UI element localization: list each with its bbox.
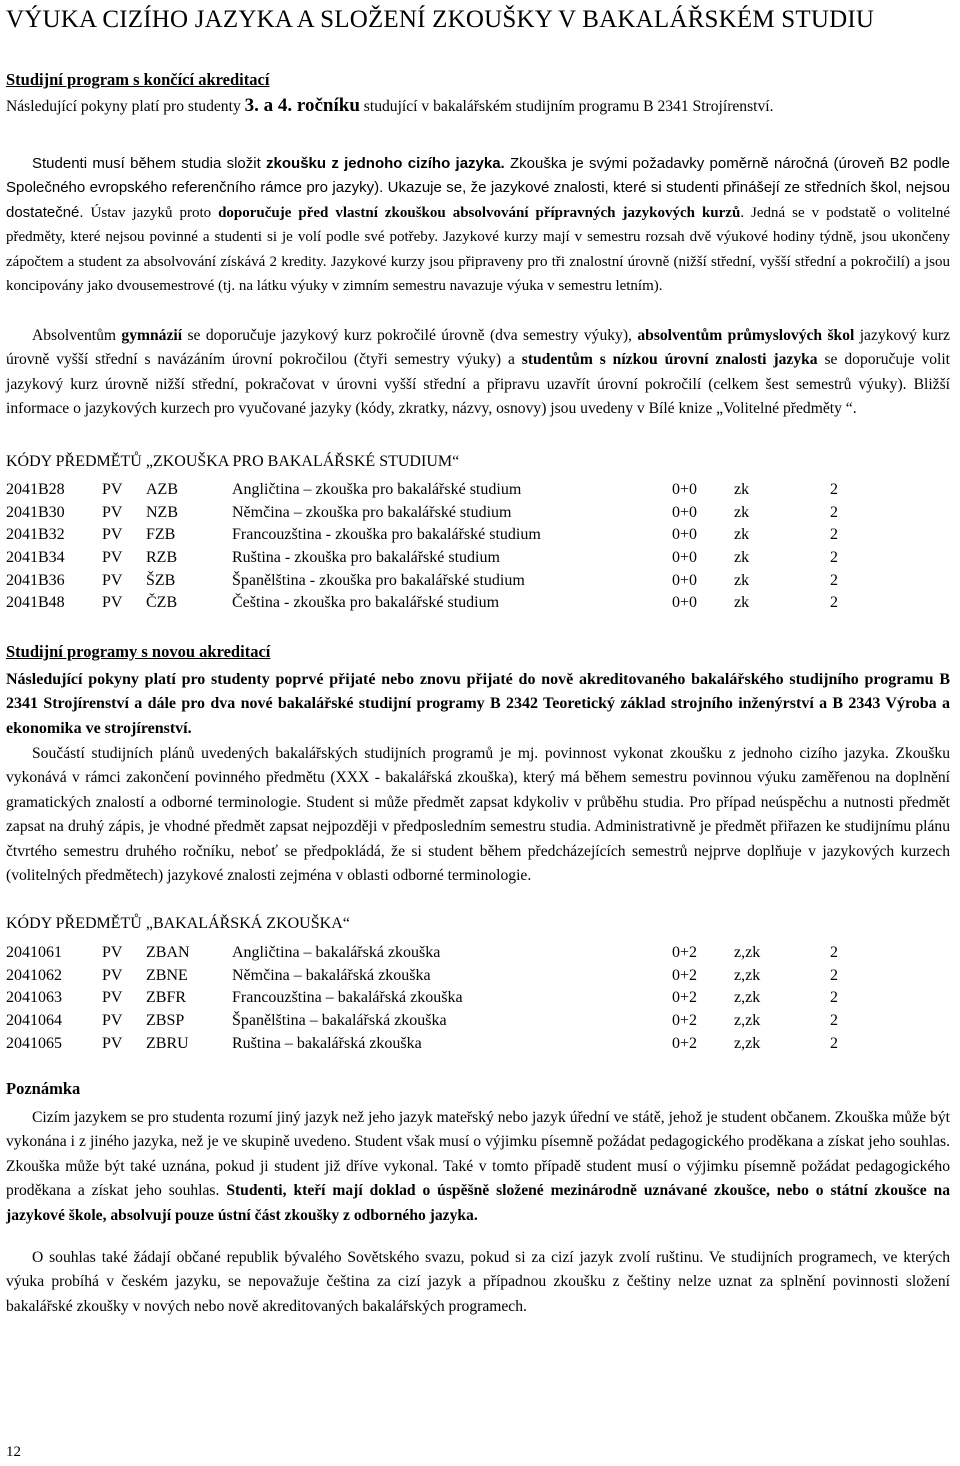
course-hours: 0+0 <box>672 571 698 589</box>
course-type: PV <box>102 526 123 544</box>
course-type: PV <box>102 1012 123 1030</box>
course-hours: 0+2 <box>672 989 698 1007</box>
course-row <box>6 965 850 988</box>
course-name: Němčina – bakalářská zkouška <box>232 966 431 984</box>
course-hours: 0+0 <box>672 503 698 521</box>
course-credits: 2 <box>830 944 838 962</box>
course-end: zk <box>734 503 750 521</box>
p1-bold-recommend: doporučuje před vlastní zkouškou absolvování přípravných jazykových kurzů <box>218 204 741 221</box>
course-hours: 0+2 <box>672 1034 698 1052</box>
note-p1-bold: Studenti, kteří mají doklad o úspěšně složené mezinárodně uznávané zkoušce, nebo o státní zkoušce na jazykové škole, absolvují pouze ústní část zkoušky z odborného jazyka. <box>6 1182 950 1224</box>
course-name: Ruština – bakalářská zkouška <box>232 1034 422 1052</box>
course-type: PV <box>102 989 123 1007</box>
course-credits: 2 <box>830 526 838 544</box>
course-row <box>6 942 850 965</box>
intro-years: 3. a 4. ročníku <box>244 95 360 116</box>
course-code: 2041063 <box>6 989 62 1007</box>
course-code: 2041064 <box>6 1012 62 1030</box>
p1-text-4: . Jedná se v podstatě o volitelné předměty, které nejsou povinné a studenti si je volí podle své potřeby. Jazykové kurzy mají v semestru rozsah dvě výukové hodiny týdně, jsou ukončeny zápočtem a student za absolvování získává 2 kredity. Jazykové kurzy jsou připraveny pro tři znalostní úrovně (nižší střední, vyšší střední a pokročilí) a jsou koncipovány jako dvousemestrové (tj. na látku výuky v zimním semestru navazuje výuka v semestru letním). <box>6 204 951 295</box>
page-number: 12 <box>6 1444 21 1460</box>
course-abbr: ZBRU <box>146 1034 189 1052</box>
note-paragraph-1 <box>6 1106 950 1228</box>
p2-bold-gymnazia: gymnázií <box>121 327 183 344</box>
course-name: Angličtina – bakalářská zkouška <box>232 944 441 962</box>
course-hours: 0+2 <box>672 944 698 962</box>
intro-text-1: Následující pokyny platí pro studenty <box>6 98 245 115</box>
codes-table-2 <box>6 942 850 1055</box>
course-row <box>6 479 850 502</box>
course-type: PV <box>102 481 123 499</box>
course-hours: 0+0 <box>672 549 698 567</box>
course-row <box>6 524 850 547</box>
p1-text-2: Zkouška je svými požadavky poměrně náročná (úroveň B2 podle Společného evropského referenčního rámce pro jazyky). Ukazuje se, že jazykové znalosti, které si studenti přinášejí ze středních škol, nejsou dostatečné. <box>6 155 951 221</box>
section2-heading: Studijní programy s novou akreditací <box>6 642 271 661</box>
course-abbr: ZBFR <box>146 989 187 1007</box>
p2-text-4: se doporučuje volit jazykový kurz úrovně nižší střední, pokračovat v úrovni vyšší střední a připravu uzavřít úrovní pokročilí (celkem šest semestrů výuky). Bližší informace o jazykových kurzech pro vyučované jazyky (kódy, zkratky, názvy, osnovy) jsou uvedeny v Bílé knize „Volitelné předměty “. <box>6 351 950 418</box>
course-end: z,zk <box>734 989 761 1007</box>
course-name: Čeština - zkouška pro bakalářské studium <box>232 594 500 612</box>
course-credits: 2 <box>830 594 838 612</box>
course-credits: 2 <box>830 1034 838 1052</box>
course-abbr: ZBAN <box>146 944 190 962</box>
course-type: PV <box>102 944 123 962</box>
note-heading: Poznámka <box>6 1079 81 1098</box>
p2-bold-low-level: studentům s nízkou úrovní znalosti jazyka <box>521 351 818 369</box>
course-row <box>6 547 850 570</box>
course-credits: 2 <box>830 481 838 499</box>
course-end: zk <box>734 549 750 567</box>
course-code: 2041B32 <box>6 526 65 544</box>
codes-heading-2: KÓDY PŘEDMĚTŮ „BAKALÁŘSKÁ ZKOUŠKA“ <box>6 915 350 932</box>
course-credits: 2 <box>830 966 838 984</box>
course-type: PV <box>102 549 123 567</box>
course-abbr: ZBNE <box>146 966 188 984</box>
course-code: 2041065 <box>6 1034 62 1052</box>
course-abbr: ŠZB <box>146 571 176 589</box>
course-name: Španělština - zkouška pro bakalářské studium <box>232 571 525 589</box>
course-hours: 0+0 <box>672 526 698 544</box>
note-p1-text: Cizím jazykem se pro studenta rozumí jiný jazyk než jeho jazyk mateřský nebo jazyk úřední ve státě, jehož je student občanem. Zkouška může být vykonána i z jiného jazyka, než je ve skupině uvedeno. Student však musí o výjimku písemně požádat pedagogického proděkana a získat jeho souhlas. Zkouška může být také uznána, pokud ji student již dříve vykonal. Také v tomto případě student musí o výjimku písemně požádat pedagogického proděkana a získat jeho souhlas. <box>6 1109 950 1200</box>
p1-text-3: Ústav jazyků proto <box>83 204 219 221</box>
course-type: PV <box>102 594 123 612</box>
course-code: 2041B28 <box>6 481 65 499</box>
course-hours: 0+2 <box>672 1012 698 1030</box>
course-abbr: FZB <box>146 526 176 544</box>
course-name: Španělština – bakalářská zkouška <box>232 1012 447 1030</box>
course-name: Němčina – zkouška pro bakalářské studium <box>232 503 512 521</box>
course-end: zk <box>734 481 750 499</box>
course-row <box>6 1032 850 1055</box>
codes-table-1 <box>6 479 850 615</box>
course-type: PV <box>102 503 123 521</box>
course-credits: 2 <box>830 503 838 521</box>
page-title: VÝUKA CIZÍHO JAZYKA A SLOŽENÍ ZKOUŠKY V BAKALÁŘSKÉM STUDIU <box>6 6 875 33</box>
course-row <box>6 1010 850 1033</box>
course-end: z,zk <box>734 1012 761 1030</box>
course-hours: 0+0 <box>672 481 698 499</box>
course-credits: 2 <box>830 1012 838 1030</box>
course-abbr: ZBSP <box>146 1012 185 1030</box>
course-code: 2041B34 <box>6 549 65 567</box>
course-row <box>6 987 850 1010</box>
course-credits: 2 <box>830 571 838 589</box>
p2-text-1: Absolventům <box>32 327 122 344</box>
intro-text-2: studující v bakalářském studijním programu B 2341 Strojírenství. <box>359 98 774 115</box>
course-credits: 2 <box>830 549 838 567</box>
course-end: z,zk <box>734 944 761 962</box>
course-end: z,zk <box>734 966 761 984</box>
course-code: 2041061 <box>6 944 62 962</box>
course-abbr: AZB <box>146 481 178 499</box>
p1-text-1: Studenti musí během studia složit <box>32 155 267 172</box>
codes-heading-1: KÓDY PŘEDMĚTŮ „ZKOUŠKA PRO BAKALÁŘSKÉ STUDIUM“ <box>6 453 460 470</box>
section2-p1-text: Součástí studijních plánů uvedených bakalářských studijních programů je mj. povinnost vykonat zkoušku z jednoho cizího jazyka. Zkoušku vykonává v rámci zakončení povinného předmětu (XXX - bakalářská zkouška), který má během semestru povinnou výuku zaměřenou na doplnění gramatických znalostí a odborné terminologie. Student si může předmět zapsat kdykoliv v průběhu studia. Pro případ neúspěchu a nutnosti předmět zapsat na druhý zápis, je vhodné předmět zapsat nejpozději v předposledním semestru studia. Administrativně je předmět přiřazen ke studijnímu plánu čtvrtého semestru druhého ročníku, neboť se předpokládá, že si student během předcházejících semestrů nejprve doplňuje v jazykových kurzech (volitelných předmětech) jazykové znalosti zejména v oblasti odborné terminologie. <box>6 745 950 885</box>
course-name: Ruština - zkouška pro bakalářské studium <box>232 549 500 567</box>
course-hours: 0+0 <box>672 594 698 612</box>
section2-intro: Následující pokyny platí pro studenty poprvé přijaté nebo znovu přijaté do nově akreditovaného bakalářského studijního programu B 2341 Strojírenství a dále pro dva nové bakalářské studijní programy B 2342 Teoretický základ strojního inženýrství a B 2343 Výroba a ekonomika ve strojírenství. <box>6 671 950 737</box>
course-end: zk <box>734 571 750 589</box>
course-type: PV <box>102 571 123 589</box>
section2-paragraph-1 <box>6 742 950 888</box>
p2-bold-prumyslovky: absolventům průmyslových škol <box>637 327 855 344</box>
p2-text-2: se doporučuje jazykový kurz pokročilé úrovně (dva semestry výuky), <box>182 327 638 344</box>
course-hours: 0+2 <box>672 966 698 984</box>
section1-paragraph-2 <box>6 324 950 422</box>
course-code: 2041B48 <box>6 594 65 612</box>
course-code: 2041B30 <box>6 503 65 521</box>
course-end: z,zk <box>734 1034 761 1052</box>
course-type: PV <box>102 1034 123 1052</box>
section1-intro <box>6 94 950 119</box>
course-row <box>6 502 850 525</box>
course-code: 2041B36 <box>6 571 65 589</box>
course-credits: 2 <box>830 989 838 1007</box>
course-end: zk <box>734 594 750 612</box>
course-code: 2041062 <box>6 966 62 984</box>
course-name: Francouzština – bakalářská zkouška <box>232 989 463 1007</box>
course-name: Francouzština - zkouška pro bakalářské studium <box>232 526 541 544</box>
course-row <box>6 569 850 592</box>
course-abbr: RZB <box>146 549 178 567</box>
p2-text-3: jazykový kurz úrovně vyšší střední s navázáním úrovní pokročilou (čtyři semestry výuky) a <box>6 327 950 369</box>
p1-bold-exam: zkoušku z jednoho cizího jazyka. <box>266 155 505 172</box>
note-paragraph-2 <box>6 1246 950 1319</box>
section1-paragraph-1 <box>6 152 950 298</box>
course-abbr: ČZB <box>146 594 178 612</box>
course-abbr: NZB <box>146 503 178 521</box>
note-p2-text: O souhlas také žádají občané republik bývalého Sovětského svazu, pokud si za cizí jazyk zvolí ruštinu. Ve studijních programech, ve kterých výuka probíhá v českém jazyku, se nepovažuje čeština za cizí jazyk a případnou zkoušku z češtiny nelze uznat za splnění povinnosti složení bakalářské zkoušky v nových nebo nově akreditovaných bakalářských programech. <box>6 1249 950 1315</box>
course-name: Angličtina – zkouška pro bakalářské studium <box>232 481 522 499</box>
course-type: PV <box>102 966 123 984</box>
course-row <box>6 592 850 615</box>
course-end: zk <box>734 526 750 544</box>
section1-heading: Studijní program s končící akreditací <box>6 70 270 89</box>
